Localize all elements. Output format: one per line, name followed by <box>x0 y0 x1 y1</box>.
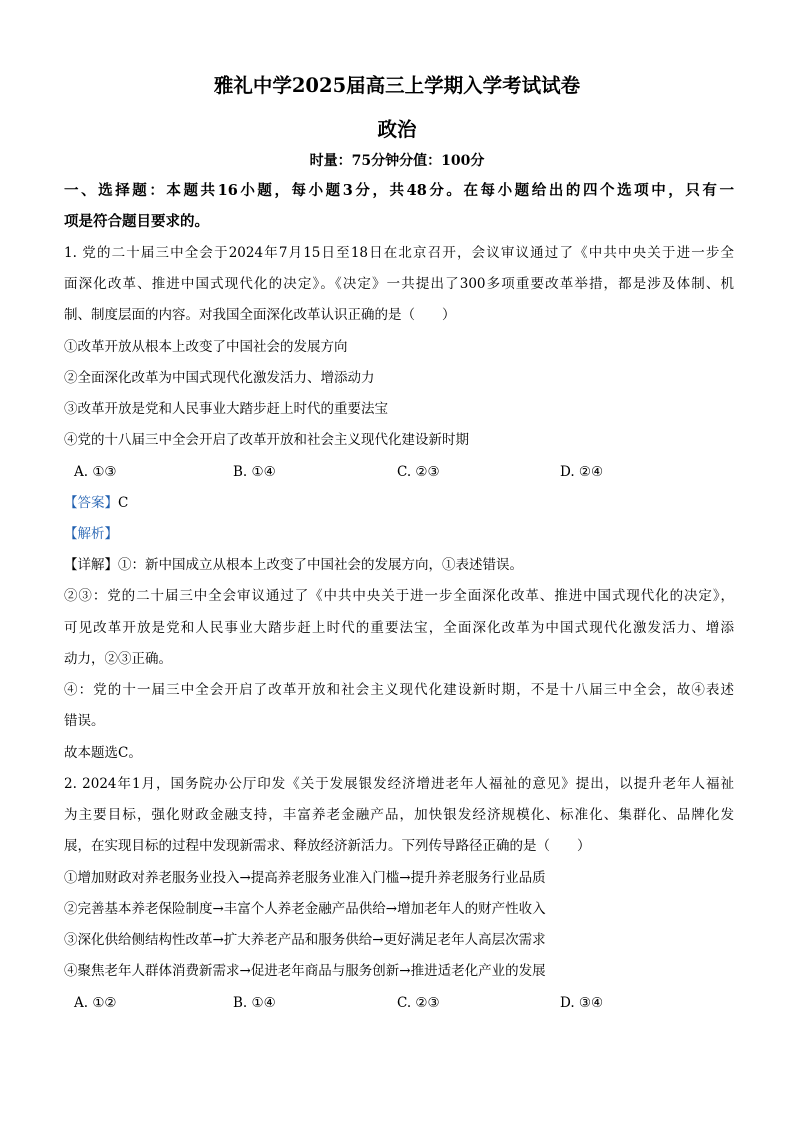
detail-text: ①：新中国成立从根本上改变了中国社会的发展方向，①表述错误。 <box>118 557 523 573</box>
section-instructions-line-1: 一、选择题：本题共16小题，每小题3分，共48分。在每小题给出的四个选项中，只有一 <box>64 182 734 199</box>
q2-option-d: D. ③④ <box>560 995 604 1011</box>
q2-option-c: C. ②③ <box>397 995 440 1011</box>
q2-statement-1: ①增加财政对养老服务业投入→提高养老服务业准入门槛→提升养老服务行业品质 <box>64 870 546 886</box>
q2-statement-2: ②完善基本养老保险制度→丰富个人养老金融产品供给→增加老年人的财产性收入 <box>64 901 546 917</box>
q2-option-a: A. ①② <box>74 995 117 1011</box>
q1-analysis-line <box>64 524 734 544</box>
section-instructions-line-2: 项是符合题目要求的。 <box>64 213 209 230</box>
q2-stem-line-2: 为主要目标，强化财政金融支持，丰富养老金融产品，加快银发经济规模化、标准化、集群化、品牌化发 <box>64 807 734 823</box>
q1-statement-4: ④党的十八届三中全会开启了改革开放和社会主义现代化建设新时期 <box>64 432 469 448</box>
q2-statement-4: ④聚焦老年人群体消费新需求→促进老年商品与服务创新→推进适老化产业的发展 <box>64 963 546 979</box>
q1-statement-3: ③改革开放是党和人民事业大踏步赶上时代的重要法宝 <box>64 401 388 417</box>
q1-option-a: A. ①③ <box>74 464 117 480</box>
answer-value: C <box>118 495 129 511</box>
q1-stem-line-2: 面深化改革、推进中国式现代化的决定》。《决定》一共提出了300多项重要改革举措，都是涉及体制、机 <box>64 276 734 292</box>
q1-detail-line-3: 可见改革开放是党和人民事业大踏步赶上时代的重要法宝，全面深化改革为中国式现代化激发活力、增添 <box>64 620 734 636</box>
exam-title: 雅礼中学2025届高三上学期入学考试试卷 <box>213 74 581 97</box>
detail-tag: 【详解】 <box>64 557 118 573</box>
q1-detail-line-5: ④：党的十一届三中全会开启了改革开放和社会主义现代化建设新时期，不是十八届三中全会，故④表述 <box>64 682 734 698</box>
q1-stem-line-1: 1. 党的二十届三中全会于2024年7月15日至18日在北京召开，会议审议通过了《中共中央关于进一步全 <box>64 245 734 261</box>
q1-conclusion: 故本题选C。 <box>64 745 142 761</box>
q1-option-c: C. ②③ <box>397 464 440 480</box>
q1-detail-line-2: ②③：党的二十届三中全会审议通过了《中共中央关于进一步全面深化改革、推进中国式现代化的决定》， <box>64 588 734 604</box>
q2-option-b: B. ①④ <box>233 995 276 1011</box>
answer-tag: 【答案】 <box>64 495 118 511</box>
q1-option-d: D. ②④ <box>560 464 604 480</box>
q2-statement-3: ③深化供给侧结构性改革→扩大养老产品和服务供给→更好满足老年人高层次需求 <box>64 932 546 948</box>
q1-statement-2: ②全面深化改革为中国式现代化激发活力、增添动力 <box>64 370 375 386</box>
q1-statement-1: ①改革开放从根本上改变了中国社会的发展方向 <box>64 339 348 355</box>
q1-detail-line-1 <box>64 555 734 575</box>
q1-stem-line-3: 制、制度层面的内容。对我国全面深化改革认识正确的是（ ） <box>64 307 456 323</box>
analysis-tag: 【解析】 <box>64 526 118 542</box>
q1-detail-line-4: 动力，②③正确。 <box>64 651 172 667</box>
q1-detail-line-6: 错误。 <box>64 713 105 729</box>
q1-option-b: B. ①④ <box>233 464 276 480</box>
q1-answer-line <box>64 493 734 513</box>
subject-title: 政治 <box>377 118 417 141</box>
q2-stem-line-3: 展，在实现目标的过程中发现新需求、释放经济新活力。下列传导路径正确的是（ ） <box>64 838 591 854</box>
q2-stem-line-1: 2. 2024年1月，国务院办公厅印发《关于发展银发经济增进老年人福祉的意见》提出，以提升老年人福祉 <box>64 776 734 792</box>
time-score-line: 时量：75分钟分值：100分 <box>309 153 485 169</box>
